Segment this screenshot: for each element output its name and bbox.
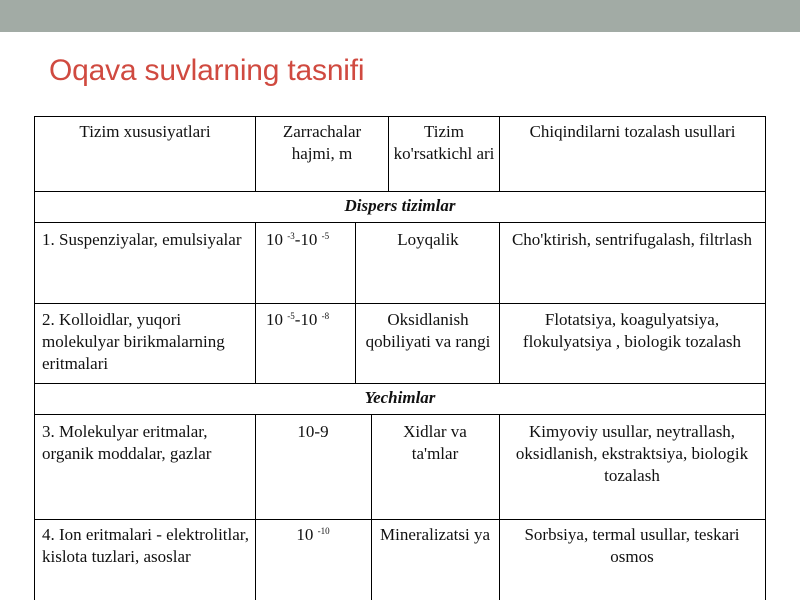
header-system-indicators: Tizim ko'rsatkichl ari — [393, 122, 495, 163]
row1-particle-size: 10 $^{-3}$-10 $^{-5}$ — [266, 230, 330, 249]
section-solutions: Yechimlar — [364, 388, 436, 407]
section-dispers-systems: Dispers tizimlar — [344, 196, 456, 215]
row4-methods: Sorbsiya, termal usullar, teskari osmos — [524, 525, 740, 566]
row1-methods: Cho'ktirish, sentrifugalash, filtrlash — [511, 230, 753, 249]
row4-indicator: Mineralizatsi ya — [380, 525, 490, 544]
row2-indicator: Oksidlanish qobiliyati va rangi — [365, 310, 491, 351]
header-particle-size: Zarrachalar hajmi, m — [282, 122, 362, 163]
row2-particle-size: 10 $^{-5}$-10 $^{-8}$ — [266, 310, 330, 329]
header-system-properties: Tizim xususiyatlari — [79, 122, 211, 141]
slide-title: Oqava suvlarning tasnifi — [49, 54, 365, 87]
row4-particle-size: 10 $^{-10}$ — [296, 525, 330, 544]
row3-property: 3. Molekulyar eritmalar, organik moddalar, gazlar — [42, 422, 212, 463]
row3-indicator: Xidlar va ta'mlar — [403, 422, 467, 463]
row2-property: 2. Kolloidlar, yuqori molekulyar birikmalarning eritmalari — [42, 310, 225, 373]
row3-methods: Kimyoviy usullar, neytrallash, oksidlanish, ekstraktsiya, biologik tozalash — [515, 422, 749, 485]
header-treatment-methods: Chiqindilarni tozalash usullari — [529, 122, 736, 141]
row3-particle-size: 10-9 — [297, 422, 329, 441]
row2-methods: Flotatsiya, koagulyatsiya, flokulyatsiya , biologik tozalash — [522, 310, 742, 351]
row4-property: 4. Ion eritmalari - elektrolitlar, kislota tuzlari, asoslar — [42, 525, 250, 566]
row1-property: 1. Suspenziyalar, emulsiyalar — [42, 230, 242, 249]
row1-indicator: Loyqalik — [397, 230, 459, 249]
